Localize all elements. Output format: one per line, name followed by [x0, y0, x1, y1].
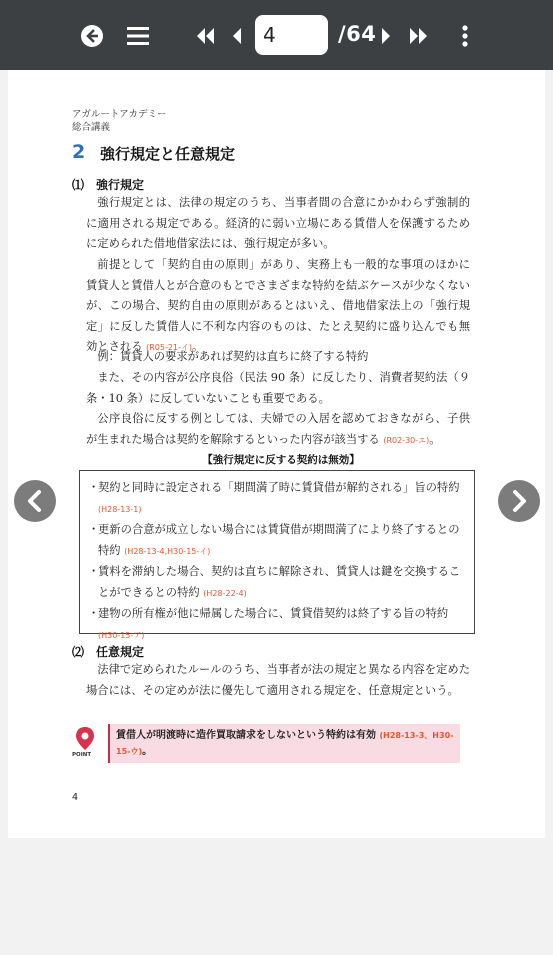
chevron-left-icon [25, 489, 45, 513]
paragraph-5 [86, 409, 470, 451]
list-item-text: 契約と同時に設定される「期間満了時に賃貸借が解約される」旨の特約 [98, 481, 460, 494]
point-text-end: 。 [142, 746, 153, 757]
publisher-name: アガルートアカデミー [72, 109, 167, 120]
point-reference: (H28-13-3、H30-15-ウ) [116, 731, 454, 756]
point-text-main: 賃借人が明渡時に造作買取請求をしないという特約は有効 [116, 730, 376, 741]
menu-icon[interactable] [127, 26, 149, 46]
list-item-body [98, 562, 468, 604]
subsection-title-1: ⑴ 強行規定 [72, 178, 145, 192]
course-name: 総合講義 [72, 122, 111, 133]
list-item-text: 建物の所有権が他に帰属した場合に、賃貸借契約は終了する旨の特約 [98, 607, 449, 620]
list-item [88, 562, 468, 604]
page-number-footer: 4 [72, 792, 79, 803]
list-item-reference: (H28-13-1) [98, 504, 142, 514]
paragraph-4: また、その内容が公序良俗（民法 90 条）に反したり、消費者契約法（９条・10 条）に反していないことも重要である。 [86, 371, 470, 405]
paragraph-6: 法律で定められたルールのうち、当事者が法の規定と異なる内容を定めた場合には、その定めが法に優先して適用される規定を、任意規定という。 [86, 663, 470, 697]
list-item [88, 520, 468, 562]
list-item-body [98, 604, 468, 646]
section-title: 強行規定と任意規定 [100, 145, 236, 163]
reference-r05: (R05-21-イ) [146, 343, 193, 352]
list-item [88, 478, 468, 520]
bullet: ・ [88, 565, 100, 578]
paragraph-2-end: 。 [192, 340, 204, 353]
paragraph-2 [86, 255, 470, 359]
page-number-input[interactable] [255, 15, 328, 55]
point-label: POINT [72, 752, 92, 758]
paragraph-2-text: 前提として「契約自由の原則」があり、実務上も一般的な事項のほかに賃貸人と賃借人とが合意のもとでさまざまな特約を結ぶケースが少なくないが、この場合、契約自由の原則があるとはいえ、借地借家法上の「強行規定」に反した賃借人に不利な内容のものは、たとえ契約に盛り込んでも無効とされる [86, 258, 470, 353]
paragraph-5-end: 。 [429, 432, 441, 446]
list-item-text: 賃料を滞納した場合、契約は直ちに解除され、賃貸人は鍵を交換することができるとの特約 [98, 565, 461, 599]
point-accent-line [108, 724, 110, 763]
void-contracts-list [88, 478, 468, 646]
list-item-reference: (H28-13-4,H30-15-イ) [124, 546, 211, 556]
chevron-right-icon [509, 489, 529, 513]
reference-r02: (R02-30-エ) [383, 435, 430, 445]
box-title: 【強行規定に反する契約は無効】 [202, 454, 360, 466]
next-page-button[interactable] [498, 480, 540, 522]
bullet: ・ [88, 481, 100, 494]
list-item-text: 更新の合意が成立しない場合には賃貸借が期間満了により終了するとの特約 [98, 523, 460, 557]
paragraph-5-text: 公序良俗に反する例としては、夫婦での入居を認めておきながら、子供が生まれた場合は契約を解除するといった内容が該当する [86, 412, 470, 446]
back-icon[interactable] [80, 24, 104, 48]
paragraph-1: 強行規定とは、法律の規定のうち、当事者間の合意にかかわらず強制的に適用される規定である。経済的に弱い立場にある賃借人を保護するために定められた借地借家法には、強行規定が多い。 [86, 196, 470, 250]
previous-page-button[interactable] [14, 480, 56, 522]
list-item-reference: (H30-15-ア) [98, 630, 145, 640]
list-item-reference: (H28-22-4) [203, 588, 247, 598]
list-item-body [98, 478, 468, 520]
last-page-icon[interactable] [409, 28, 429, 44]
subsection-title-2: ⑵ 任意規定 [72, 645, 145, 659]
paragraph-3: 例：賃貸人の要求があれば契約は直ちに終了する特約 [97, 350, 369, 363]
point-text [116, 728, 456, 760]
prev-page-icon[interactable] [232, 28, 242, 44]
next-page-icon[interactable] [381, 28, 391, 44]
bullet: ・ [88, 523, 100, 536]
viewer-toolbar [0, 0, 553, 70]
list-item-body [98, 520, 468, 562]
first-page-icon[interactable] [195, 28, 215, 44]
total-pages: /64 [338, 22, 377, 46]
bullet: ・ [88, 607, 100, 620]
list-item [88, 604, 468, 646]
section-number: 2 [72, 141, 86, 163]
more-options-icon[interactable] [461, 25, 469, 47]
